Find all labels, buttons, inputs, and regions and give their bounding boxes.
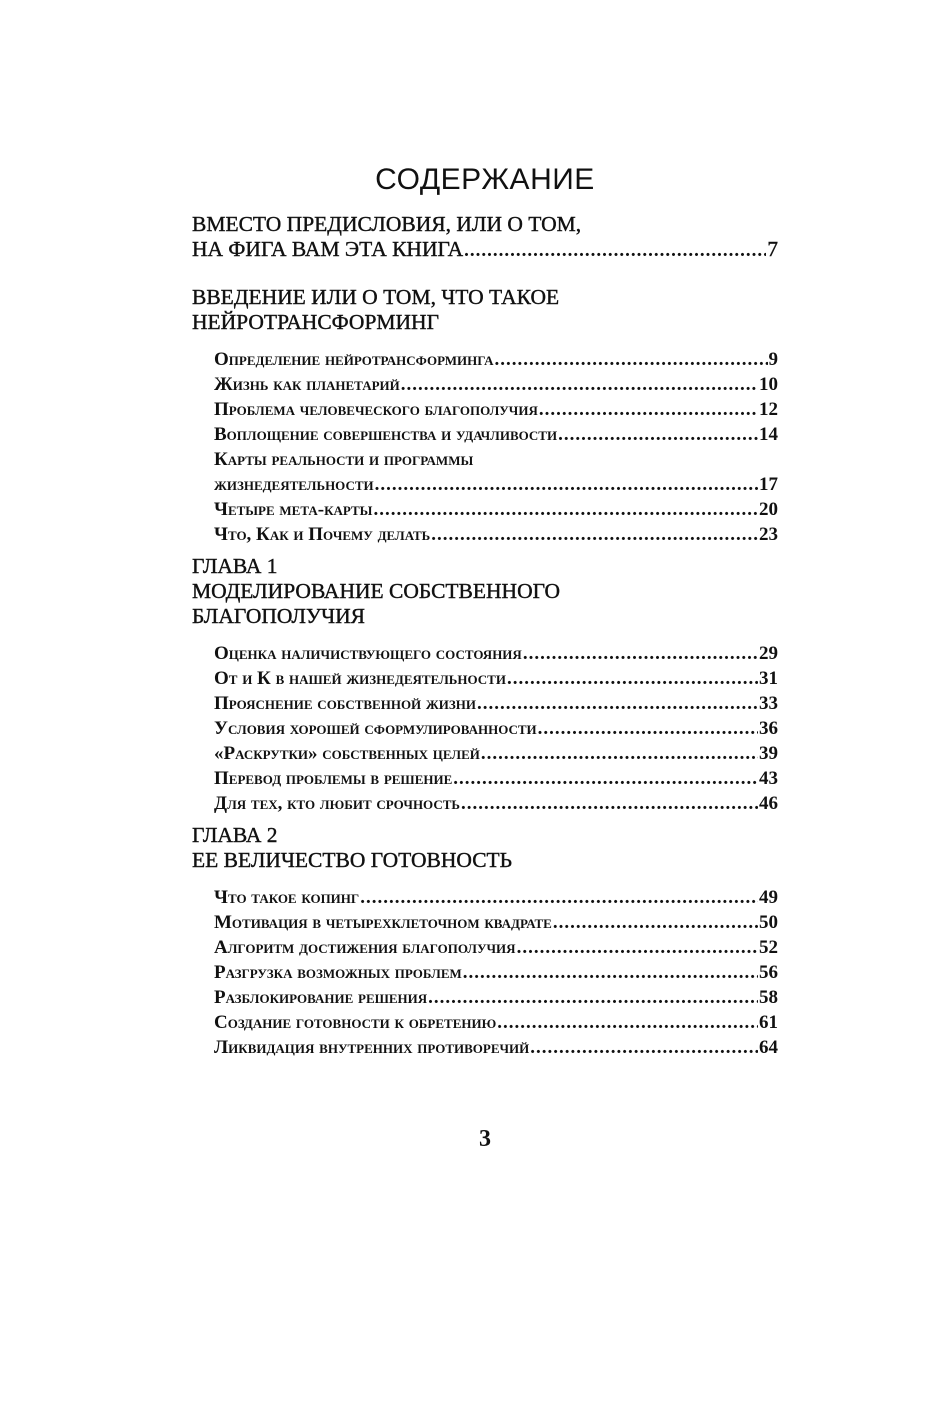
page-ref: 7 <box>767 237 778 261</box>
page-ref: 50 <box>759 912 778 933</box>
page-ref: 29 <box>759 643 778 664</box>
page-ref: 49 <box>759 887 778 908</box>
toc-entry[interactable] <box>214 347 778 372</box>
chapter-number: ГЛАВА 2 <box>192 823 278 847</box>
dot-leader <box>523 641 758 666</box>
toc-entry[interactable] <box>214 985 778 1010</box>
entry-label: Что, Как и Почему делать <box>214 524 431 545</box>
section-heading-line: НА ФИГА ВАМ ЭТА КНИГА <box>192 237 464 261</box>
entry-label: Алгоритм достижения благополучия <box>214 937 516 958</box>
page-ref: 14 <box>759 424 778 445</box>
page-ref: 56 <box>759 962 778 983</box>
dot-leader <box>517 935 758 960</box>
toc-entry[interactable] <box>214 691 778 716</box>
toc-entry[interactable] <box>214 741 778 766</box>
page-ref: 36 <box>759 718 778 739</box>
toc-entry[interactable] <box>214 397 778 422</box>
entry-label: От и К в нашей жизнедеятельности <box>214 668 506 689</box>
toc-entry[interactable] <box>214 910 778 935</box>
page-ref: 23 <box>759 524 778 545</box>
dot-leader <box>373 497 758 522</box>
entry-label: Что такое копинг <box>214 887 360 908</box>
page-ref: 46 <box>759 793 778 814</box>
dot-leader <box>477 691 758 716</box>
dot-leader <box>530 1035 758 1060</box>
page-ref: 33 <box>759 693 778 714</box>
entry-label: Ликвидация внутренних противоречий <box>214 1037 530 1058</box>
page-ref: 31 <box>759 668 778 689</box>
dot-leader <box>461 791 758 816</box>
dot-leader <box>401 372 758 397</box>
dot-leader <box>495 347 768 372</box>
toc-entry[interactable] <box>214 716 778 741</box>
entry-label: Перевод проблемы в решение <box>214 768 453 789</box>
table-of-contents <box>192 212 778 1060</box>
toc-entry[interactable] <box>214 935 778 960</box>
toc-entry[interactable] <box>214 666 778 691</box>
toc-entry[interactable] <box>214 1035 778 1060</box>
dot-leader <box>497 1010 758 1035</box>
page-ref: 10 <box>759 374 778 395</box>
entry-label: Условия хорошей сформулированности <box>214 718 537 739</box>
toc-subentries <box>192 641 778 816</box>
toc-entry[interactable] <box>214 1010 778 1035</box>
entry-label: Разблокирование решения <box>214 987 428 1008</box>
toc-section-introduction <box>192 285 778 335</box>
toc-entry[interactable] <box>214 641 778 666</box>
page-number: 3 <box>479 1126 491 1152</box>
toc-entry[interactable] <box>214 497 778 522</box>
dot-leader <box>539 397 758 422</box>
entry-label: Разгрузка возможных проблем <box>214 962 462 983</box>
dot-leader <box>553 910 758 935</box>
toc-section-preface <box>192 212 778 263</box>
dot-leader <box>360 885 758 910</box>
toc-section-chapter-2 <box>192 823 778 873</box>
page-ref: 20 <box>759 499 778 520</box>
dot-leader <box>464 238 766 263</box>
chapter-number: ГЛАВА 1 <box>192 554 278 578</box>
toc-subentries <box>192 347 778 547</box>
entry-label: Прояснение собственной жизни <box>214 693 476 714</box>
page-ref: 9 <box>768 349 778 370</box>
entry-label-line: Карты реальности и программы <box>214 449 474 470</box>
page-title: СОДЕРЖАНИЕ <box>375 163 595 196</box>
toc-entry[interactable] <box>192 237 778 263</box>
dot-leader <box>431 522 758 547</box>
dot-leader <box>428 985 758 1010</box>
toc-entry[interactable] <box>214 522 778 547</box>
toc-entry[interactable] <box>214 960 778 985</box>
entry-label: жизнедеятельности <box>214 474 374 495</box>
dot-leader <box>463 960 758 985</box>
section-heading-line: БЛАГОПОЛУЧИЯ <box>192 604 365 628</box>
entry-label: Для тех, кто любит срочность <box>214 793 460 814</box>
toc-subentries <box>192 885 778 1060</box>
page-ref: 58 <box>759 987 778 1008</box>
entry-label: Воплощение совершенства и удачливости <box>214 424 558 445</box>
page-ref: 52 <box>759 937 778 958</box>
toc-entry[interactable] <box>214 766 778 791</box>
entry-label: Оценка наличиствующего состояния <box>214 643 522 664</box>
page-ref: 12 <box>759 399 778 420</box>
page-ref: 39 <box>759 743 778 764</box>
section-heading-line: ВМЕСТО ПРЕДИСЛОВИЯ, ИЛИ О ТОМ, <box>192 212 582 236</box>
entry-label: Мотивация в четырехклеточном квадрате <box>214 912 552 933</box>
dot-leader <box>507 666 758 691</box>
page-ref: 61 <box>759 1012 778 1033</box>
entry-label: «Раскрутки» собственных целей <box>214 743 480 764</box>
entry-label: Создание готовности к обретению <box>214 1012 497 1033</box>
toc-entry[interactable] <box>214 422 778 447</box>
dot-leader <box>481 741 758 766</box>
entry-label: Четыре мета-карты <box>214 499 373 520</box>
toc-entry[interactable] <box>214 791 778 816</box>
page-ref: 64 <box>759 1037 778 1058</box>
toc-entry[interactable] <box>214 372 778 397</box>
section-heading-line: ЕЕ ВЕЛИЧЕСТВО ГОТОВНОСТЬ <box>192 848 513 872</box>
section-heading-line: ВВЕДЕНИЕ ИЛИ О ТОМ, ЧТО ТАКОЕ <box>192 285 560 309</box>
dot-leader <box>453 766 758 791</box>
section-heading-line: МОДЕЛИРОВАНИЕ СОБСТВЕННОГО <box>192 579 561 603</box>
toc-entry[interactable] <box>214 472 778 497</box>
toc-section-chapter-1 <box>192 554 778 629</box>
dot-leader <box>538 716 758 741</box>
entry-label: Жизнь как планетарий <box>214 374 400 395</box>
dot-leader <box>375 472 758 497</box>
entry-label: Определение нейротрансформинга <box>214 349 494 370</box>
toc-entry[interactable] <box>214 885 778 910</box>
page-ref: 17 <box>759 474 778 495</box>
dot-leader <box>558 422 758 447</box>
page-ref: 43 <box>759 768 778 789</box>
entry-label: Проблема человеческого благополучия <box>214 399 538 420</box>
section-heading-line: НЕЙРОТРАНСФОРМИНГ <box>192 310 439 334</box>
